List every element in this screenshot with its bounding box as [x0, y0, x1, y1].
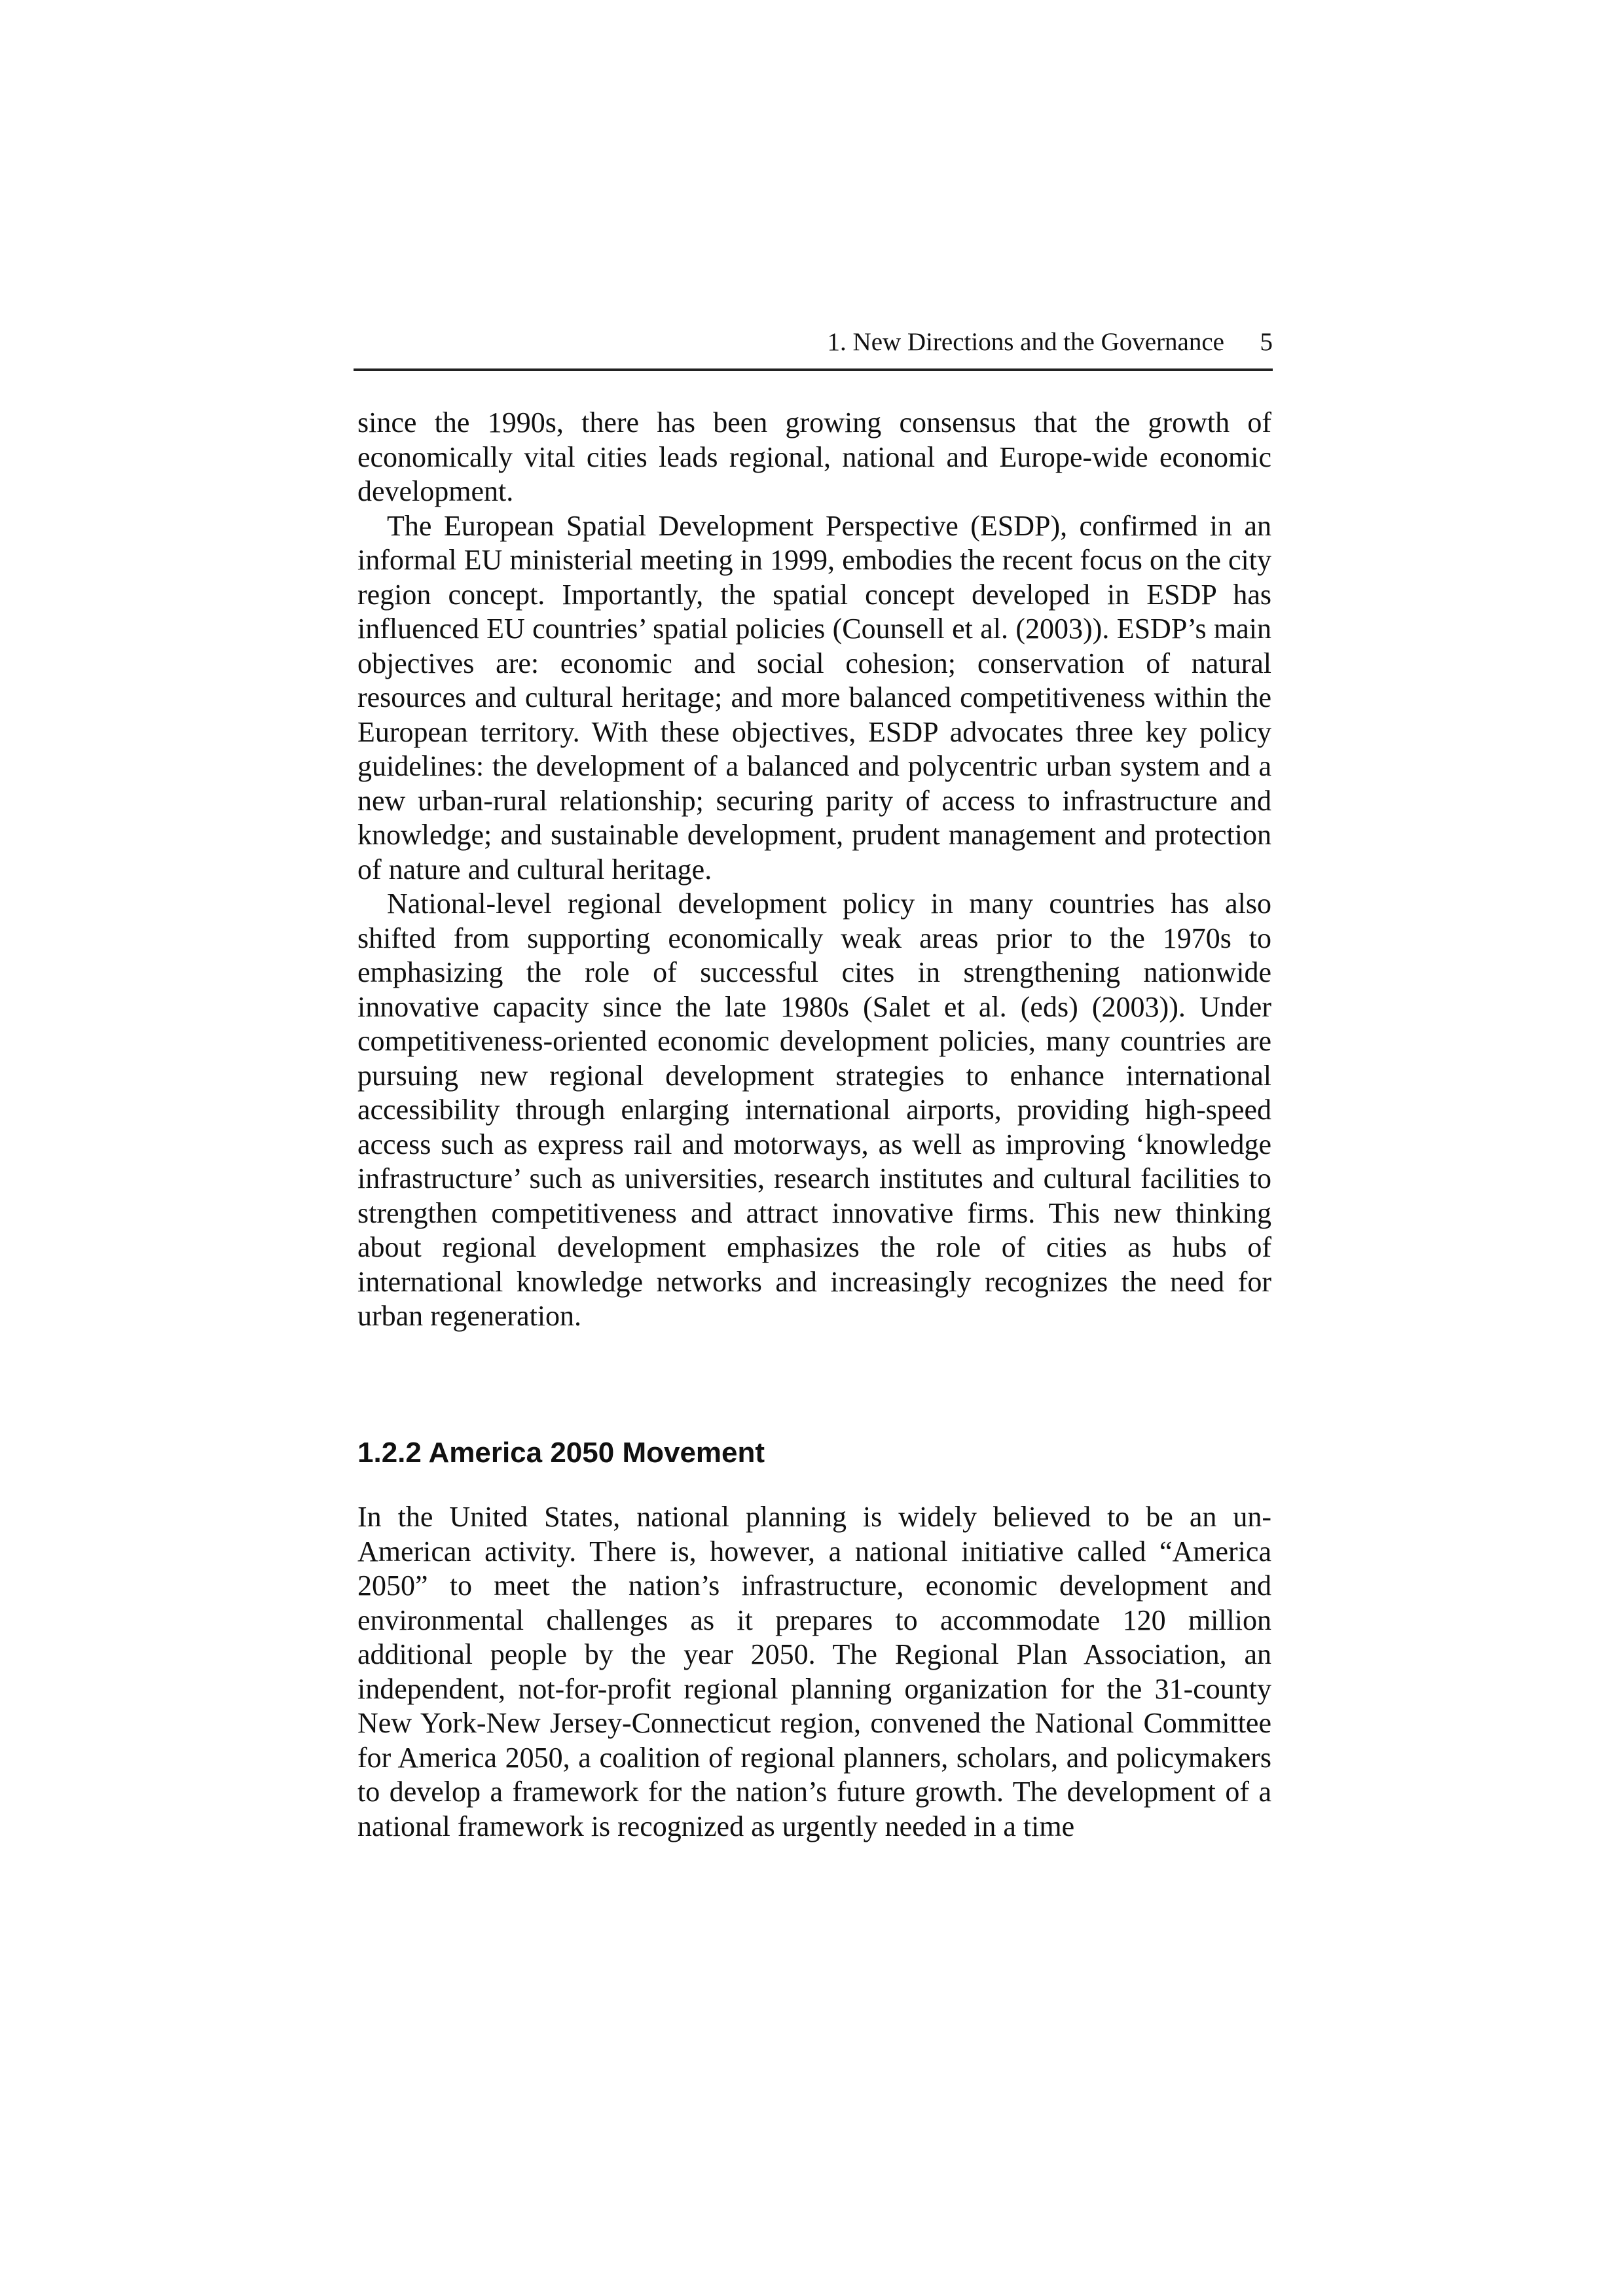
paragraph-america-2050: In the United States, national planning is widely believed to be an un-American activity. There is, however, a national initiative called “America 2050” to meet the nation’s infrastructure, economic development and environmental challenges as it prepares to accommodate 120 million additional people by the year 2050. The Regional Plan Association, an independent, not-for-profit regional planning organization for the 31-county New York-New Jersey-Connecticut region, convened the National Committee for America 2050, a coalition of regional planners, scholars, and policymakers to develop a framework for the nation’s future growth. The development of a national framework is recognized as urgently needed in a time — [357, 1501, 1271, 1842]
paragraph-esdp: The European Spatial Development Perspective (ESDP), confirmed in an informal EU ministerial meeting in 1999, embodies the recent focus on the city region concept. Importantly, the spatial concept developed in ESDP has influenced EU countries’ spatial policies (Counsell et al. (2003)). ESDP’s main objectives are: economic and social cohesion; conservation of natural resources and cultural heritage; and more balanced competitiveness within the European territory. With these objectives, ESDP advocates three key policy guidelines: the development of a balanced and polycentric urban system and a new urban-rural relationship; securing parity of access to infrastructure and knowledge; and sustainable development, prudent management and protection of nature and cultural heritage. — [357, 509, 1271, 886]
page-header — [354, 324, 1273, 371]
running-title: 1. New Directions and the Governance — [827, 328, 1224, 356]
section-text — [357, 1500, 1271, 1844]
section-heading: 1.2.2 America 2050 Movement — [357, 1437, 765, 1469]
body-text — [357, 406, 1271, 1334]
paragraph-national-policy: National-level regional development policy in many countries has also shifted from supporting economically weak areas prior to the 1970s to emphasizing the role of successful cites in strengthening nationwide innovative capacity since the late 1980s (Salet et al. (eds) (2003)). Under competitiveness-oriented economic development policies, many countries are pursuing new regional development strategies to enhance international accessibility through enlarging international airports, providing high-speed access such as express rail and motorways, as well as improving ‘knowledge infrastructure’ such as universities, research institutes and cultural facilities to strengthen competitiveness and attract innovative firms. This new thinking about regional development emphasizes the role of cities as hubs of international knowledge networks and increasingly recognizes the need for urban regeneration. — [357, 888, 1271, 1332]
page-number: 5 — [1260, 328, 1273, 356]
paragraph-continued: since the 1990s, there has been growing consensus that the growth of economically vital cities leads regional, national and Europe-wide economic development. — [357, 406, 1271, 507]
